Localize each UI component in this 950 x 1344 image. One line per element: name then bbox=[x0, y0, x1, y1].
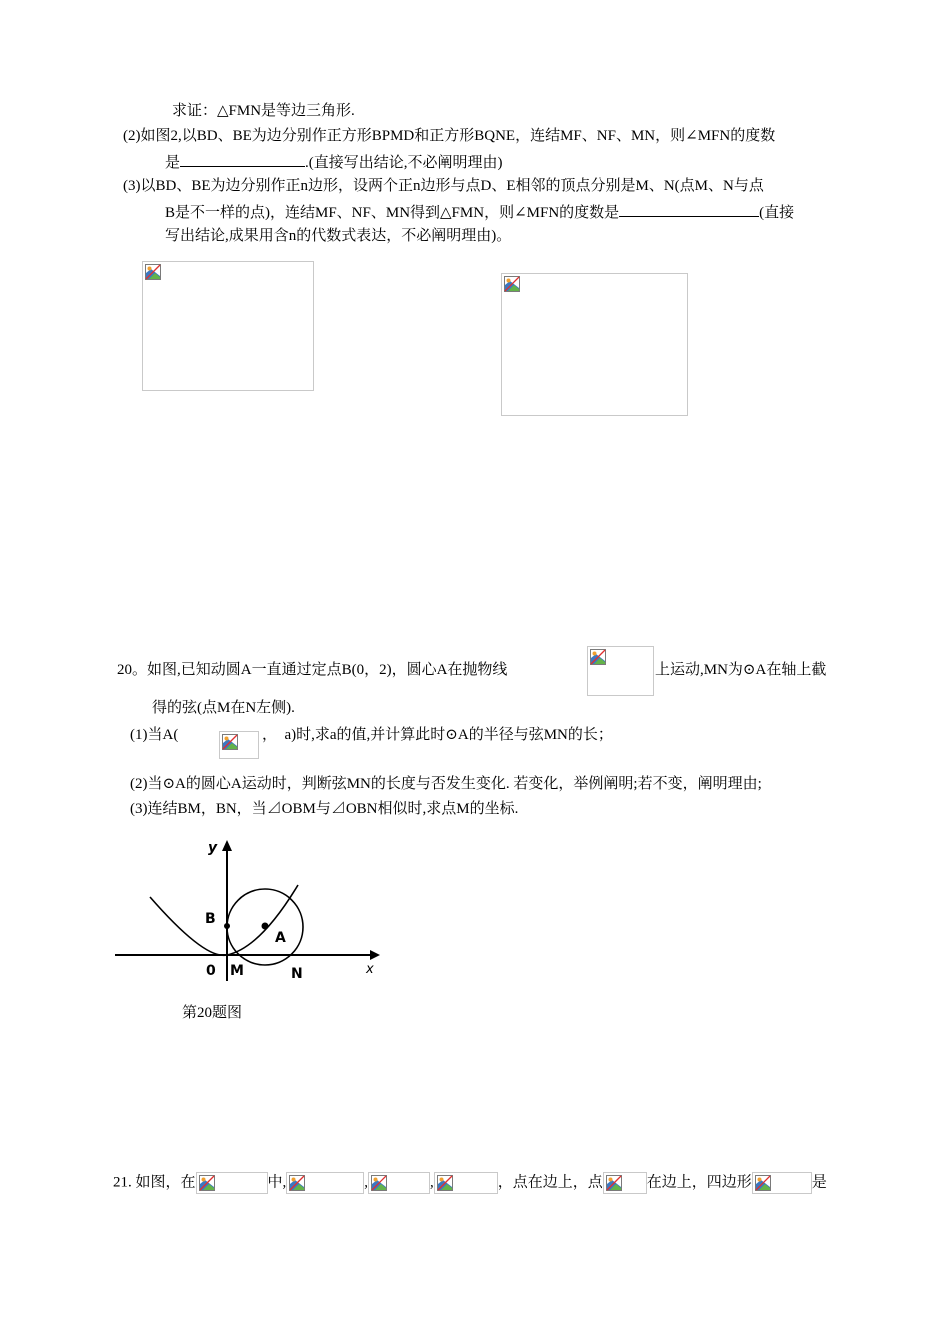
broken-image-icon bbox=[145, 264, 161, 280]
answer-blank-q3[interactable] bbox=[619, 201, 759, 217]
text-line-q2-cont bbox=[165, 151, 503, 173]
text-line-q20-tail: 上运动,MN为⊙A在轴上截 bbox=[655, 662, 827, 678]
text-q3-part: B是不一样的点)，连结MF、NF、MN得到△FMN，则∠MFN的度数是 bbox=[165, 205, 620, 221]
formula-placeholder-2 bbox=[286, 1172, 364, 1194]
text-line-q20-1b: ， a)时,求a的值,并计算此时⊙A的半径与弦MN的长； bbox=[262, 727, 613, 743]
text-q2-part1: (2)如图2,以BD、BE为边分别作正方形BPMD和正方形BQNE，连结MF、NF、MN，则∠MFN的度数 bbox=[123, 128, 776, 144]
text-q21-6: 在边上，四边形 bbox=[646, 1174, 752, 1191]
formula-placeholder-3 bbox=[368, 1172, 430, 1194]
broken-image-icon bbox=[222, 734, 238, 750]
text-line-q21 bbox=[113, 1172, 827, 1194]
label-n: N bbox=[291, 966, 303, 982]
point-a bbox=[262, 923, 269, 930]
broken-image-icon bbox=[606, 1175, 622, 1191]
text-line-q20-3: (3)连结BM，BN，当⊿OBM与⊿OBN相似时,求点M的坐标. bbox=[130, 801, 519, 817]
broken-image-icon bbox=[437, 1175, 453, 1191]
broken-image-icon bbox=[755, 1175, 771, 1191]
broken-image-icon bbox=[289, 1175, 305, 1191]
broken-image-icon bbox=[504, 276, 520, 292]
text-q21-1: 21. 如图，在 bbox=[113, 1174, 196, 1191]
x-axis-arrow bbox=[370, 950, 380, 960]
text-q21-3: , bbox=[364, 1174, 369, 1191]
text-q2-note: .(直接写出结论,不必阐明理由) bbox=[305, 155, 503, 171]
parabola-formula-placeholder bbox=[587, 646, 654, 696]
text-line-q3: (3)以BD、BE为边分别作正n边形，设两个正n边形与点D、E相邻的顶点分别是M、N(点M、N与点 bbox=[123, 178, 764, 194]
label-b: B bbox=[205, 911, 216, 927]
text-q21-5: ，点在边上，点 bbox=[497, 1174, 603, 1191]
broken-image-icon bbox=[199, 1175, 215, 1191]
y-axis-arrow bbox=[222, 840, 232, 851]
text-line-q3-cont bbox=[165, 201, 794, 223]
text-q3-direct: (直接 bbox=[759, 205, 795, 221]
label-m: M bbox=[230, 963, 244, 979]
text-q2-answer-prefix: 是 bbox=[165, 155, 181, 171]
text-line-q20-1a: (1)当A( bbox=[130, 727, 179, 743]
label-x: x bbox=[366, 962, 374, 977]
text-q21-7: 是 bbox=[811, 1174, 827, 1191]
text-line-q3-end: 写出结论,成果用含n的代数式表达，不必阐明理由)。 bbox=[165, 228, 512, 244]
formula-placeholder-6 bbox=[752, 1172, 812, 1194]
text-line-proof: 求证：△FMN是等边三角形. bbox=[172, 103, 355, 119]
broken-image-icon bbox=[590, 649, 606, 665]
formula-placeholder-1 bbox=[196, 1172, 268, 1194]
text-line-q20-cont: 得的弦(点M在N左侧). bbox=[152, 700, 295, 716]
figure-20-diagram bbox=[110, 835, 390, 985]
figure-2-placeholder bbox=[501, 273, 688, 416]
text-line-q20-2: (2)当⊙A的圆心A运动时，判断弦MN的长度与否发生变化. 若变化，举例阐明;若不变，阐明理由; bbox=[130, 776, 762, 792]
figure-20-caption: 第20题图 bbox=[182, 1005, 243, 1021]
figure-1-placeholder bbox=[142, 261, 314, 391]
label-o: 0 bbox=[206, 963, 216, 979]
label-y: y bbox=[208, 840, 218, 856]
text-q21-2: 中, bbox=[267, 1174, 287, 1191]
formula-placeholder-5 bbox=[603, 1172, 647, 1194]
coordinate-formula-placeholder bbox=[219, 731, 259, 759]
broken-image-icon bbox=[371, 1175, 387, 1191]
point-b bbox=[224, 923, 230, 929]
text-line-q2 bbox=[123, 126, 775, 146]
text-line-q20: 20。如图,已知动圆A一直通过定点B(0，2)，圆心A在抛物线 bbox=[117, 662, 508, 678]
text-q21-4: , bbox=[430, 1174, 434, 1191]
label-a: A bbox=[275, 930, 286, 946]
formula-placeholder-4 bbox=[434, 1172, 498, 1194]
answer-blank-q2[interactable] bbox=[180, 151, 305, 167]
